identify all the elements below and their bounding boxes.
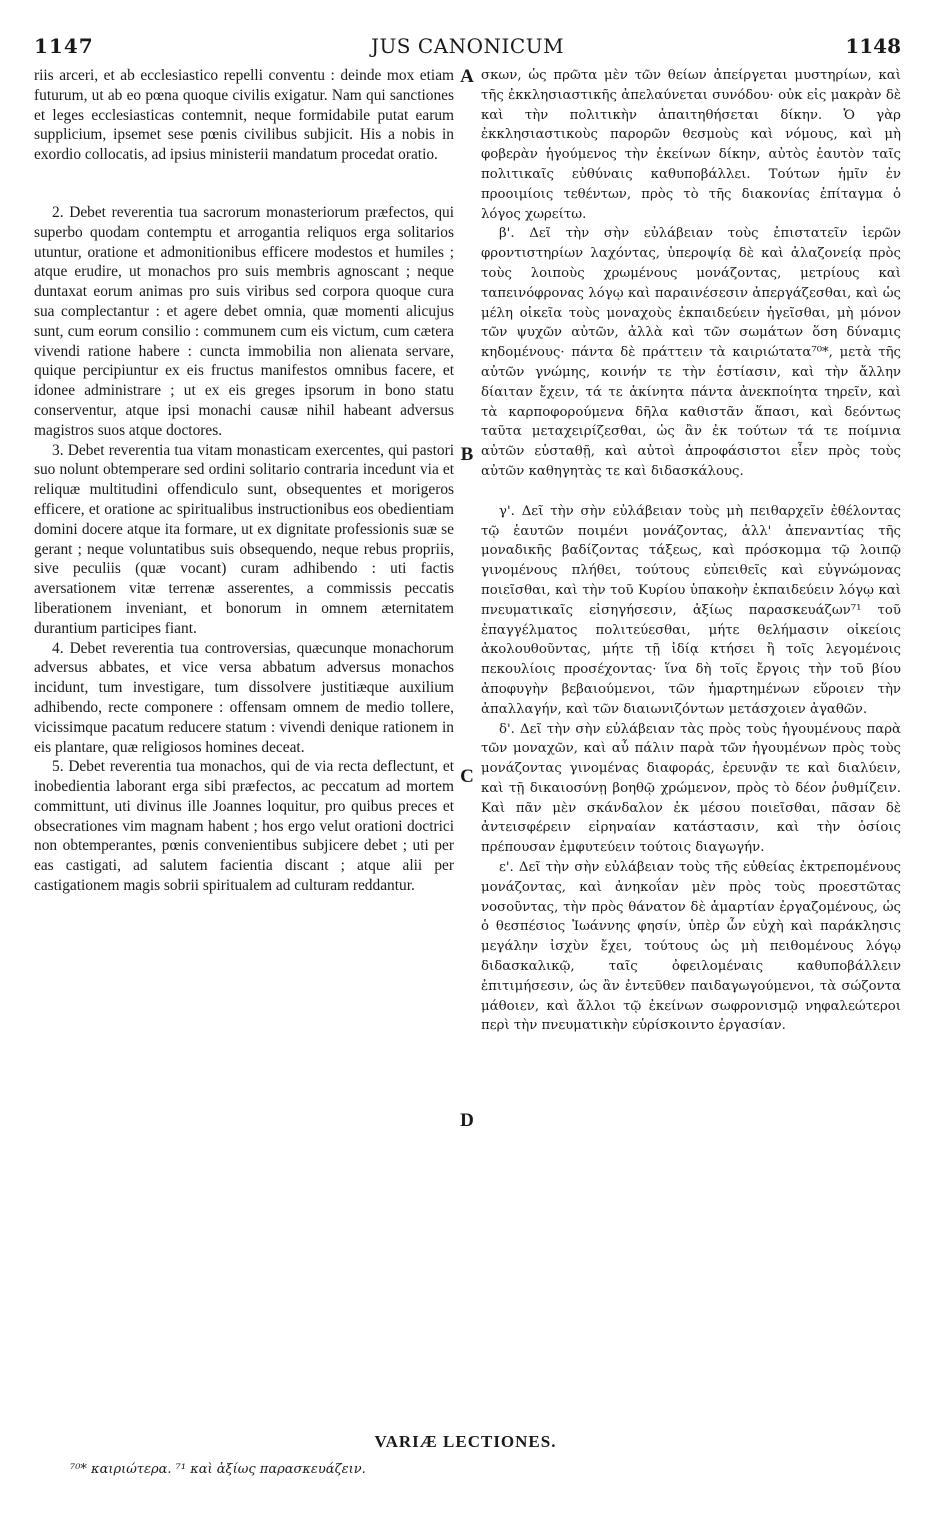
latin-paragraph-5: 5. Debet reverentia tua monachos, qui de via recta deflectunt, et inobedientia laborant erga sibi præfectos, ac peccatum ad mortem committunt, uti divinus ille Joannes loquitur, pro quibus preces et obsecrationes vim magnam habent ; hos ergo velut orationi doctrici non obtemperantes, pœnis convenientibus subjicere debet ; uti per eas castigati, ad salutem facientia discant ; atque alii per castigationem magis sobrii spiritualem ad culturam reddantur. [34,758,454,895]
variae-lectiones-title: VARIÆ LECTIONES. [374,1432,557,1451]
latin-paragraph-1: riis arceri, et ab ecclesiastico repelli conventu : deinde mox etiam futurum, ut ab eo pœna quoque civilis exigatur. Nam qui sanctiones et leges ecclesiasticas contemnit, neque formidabile putat earum supplicium, ipsemet sese pœnis civilibus subjicit. His a nobis in exordio collocatis, ad ipsius ministerii mandatum procedat oratio. [34,67,454,164]
greek-paragraph-5: ε'. Δεῖ τὴν σὴν εὐλάβειαν τοὺς τῆς εὐθείας ἐκτρεπομένους μονάζοντας, καὶ ἀνηκοΐαν μὲν πρὸς τοὺς προεστῶτας νοσοῦντας, τὴν πρὸς θάνατον δὲ ἁμαρτίαν ἐργαζομένους, ὡς ὁ θεσπέσιος Ἰωάννης φησίν, ὑπὲρ ὧν εὐχὴ καὶ παράκλησις μεγάλην ἰσχὺν ἔχει, τούτους ὡς μὴ πειθομένους λόγῳ διδασκαλικῷ, ταῖς ὀφειλομέναις καθυποβάλλειν ἐπιτιμήσεσιν, ὡς ἂν ἐντεῦθεν παιδαγωγούμενοι, τὰ σώζοντα μάθοιεν, καὶ ἄλλοι τῷ ἐκείνων σωφρονισμῷ νηφαλεώτεροι περὶ τὴν πνευματικὴν εὑρίσκοιντο ἐργασίαν. [481,860,901,1034]
left-page-number: 1147 [34,34,94,58]
margin-marker-c: C [460,766,474,787]
latin-paragraph-4: 4. Debet reverentia tua controversias, quæcunque monachorum adversus abbates, et vice versa abbatum adversus monachos incidunt, tum investigare, tum dissolvere justitiæque auxilium adhibendo, recte componere : offensam omnem de medio tollere, vicissimque pacatum reducere statum : vivendi denique rationem in eis plantare, quæ religiosos homines deceat. [34,639,454,756]
margin-marker-b: B [460,444,474,465]
right-page-number: 1148 [845,34,901,58]
page-header [34,34,901,64]
greek-paragraph-1: σκων, ὡς πρῶτα μὲν τῶν θείων ἀπείργεται μυστηρίων, καὶ τῆς ἐκκλησιαστικῆς ἀπελαύνεται συνόδου· οὐκ εἰς μακρὰν δὲ καὶ τὴν πολιτικὴν ἀπαιτηθήσεται δίκην. Ὁ γὰρ ἐκκλησιαστικοὺς παρορῶν θεσμοὺς καὶ νόμους, καὶ μὴ φοβερὰν ἡγούμενος τὴν ἐκείνων δίκην, αὐτὸς ἑαυτὸν ταῖς πολιτικαῖς εὐθύναις καθυποβάλλει. Τούτων ἡμῖν ἐν προοιμίοις τεθέντων, πρὸς τὸ τῆς διακονίας ἐπίταγμα ὁ λόγος χωρείτω. [481,68,901,222]
latin-column [34,66,454,896]
greek-paragraph-4: δ'. Δεῖ τὴν σὴν εὐλάβειαν τὰς πρὸς τοὺς ἡγουμένους παρὰ τῶν μοναχῶν, καὶ αὖ πάλιν παρὰ τῶν ἡγουμένων πρὸς τοὺς μονάζοντας γινομένας διαφοράς, ἐρευνᾷν τε καὶ διαλύειν, καὶ τῇ δικαιοσύνῃ βοηθῷ χρώμενον, πρὸς τὸ δέον ῥυθμίζειν. Καὶ πᾶν μὲν σκάνδαλον ἐκ μέσου ποιεῖσθαι, πᾶσαν δὲ ἀντεισφέρειν εἰρηναίαν κατάστασιν, καὶ τὴν ὁσίοις πρέπουσαν ἐμφυτεύειν τούτοις διαγωγήν. [481,721,901,856]
greek-column [481,66,901,1036]
latin-paragraph-3: 3. Debet reverentia tua vitam monasticam exercentes, qui pastori suo nolunt obtemperare sed ordini solitario contraria incedunt via et reliquæ multitudini offendiculo sunt, obsequentes et morigeros efficere, et oratione ac spiritualibus instructionibus eos obedientiam domini docere atque ita formare, ut ex dignitate professionis suæ se gerant ; neque voluntatibus suis obsequendo, neque rebus propriis, sive peculiis (quæ vocant) curam adhibendo : uti factis aversationem vitæ terrenæ asserentes, a commissis peccatis liberationem inveniant, et bonorum in omnem æternitatem durantium participes fiant. [34,441,454,637]
variae-lectiones-notes: ⁷⁰* καιριώτερα. ⁷¹ καὶ ἀξίως παρασκευάζειν. [70,1462,366,1477]
margin-marker-d: D [460,1110,474,1131]
margin-marker-a: A [460,66,474,87]
greek-paragraph-2: β'. Δεῖ τὴν σὴν εὐλάβειαν τοὺς ἐπιστατεῖν ἱερῶν φροντιστηρίων λαχόντας, ὑπεροψίᾳ δὲ καὶ ἀλαζονείᾳ πρὸς τοὺς λοιποὺς χρωμένους μονάζοντας, μετρίους καὶ ταπεινόφρονας λόγῳ καὶ παραινέσεσιν ἀπεργάζεσθαι, καὶ ὡς μέλη οἰκεῖα τοὺς μοναχοὺς ἐκπαιδεύειν ἡγεῖσθαι, μὴ μόνον τῶν ψυχῶν αὐτῶν, ἀλλὰ καὶ τῶν σωμάτων ὅση δύναμις κηδομένους· πάντα δὲ πράττειν τὰ καιριώτατα⁷⁰*, μετὰ τῆς αὐτῶν γνώμης, κοινήν τε τὴν ἑστίασιν, καὶ τὴν ἄλλην δίαιταν ἔχειν, τά τε ἀκίνητα πάντα ἀνεκποίητα τηρεῖν, καὶ τὰ καρποφορούμενα δῆλα καθιστᾶν ἅπασι, καὶ δεόντως ταῦτα μεταχειρίζεσθαι, ὡς ἂν ἐκ τούτων τά τε ποίμνια αὐτῶν εὐσταθῇ, καὶ αὐτοὶ ἀπροφάσιστοι εἶεν πρὸς τοὺς αὐτῶν καθηγητὰς τε καὶ διδασκάλους. [481,226,901,479]
running-title: JUS CANONICUM [370,34,565,58]
latin-paragraph-2: 2. Debet reverentia tua sacrorum monasteriorum præfectos, qui superbo quodam contemptu et arrogantia reliquos erga solitarios utuntur, oratione et admonitionibus efficere modestos et humiles ; atque erudire, ut monachos pro suis membris agnoscant ; neque duntaxat eorum animas pro suis viribus sed corpora quoque cura sua complectantur : et agere debet omnia, quæ momenti alicujus sunt, cum eorum consilio : communem cum eis victum, cum cætera vivendi ratione habere : cuncta immobilia non alienata servare, quique percipiuntur ex eis fructus manifestos omnibus facere, et idonee administrare ; ut ex eis greges ipsorum in bono statu conserventur, atque ipsi monachi causæ nihil habeant adversus magistros suos atque doctores. [34,203,454,439]
greek-paragraph-3: γ'. Δεῖ τὴν σὴν εὐλάβειαν τοὺς μὴ πειθαρχεῖν ἐθέλοντας τῷ ἑαυτῶν ποιμένι μονάζοντας, ἀλλ' ἀπεναντίας τῆς μοναδικῆς βαδίζοντας τάξεως, καὶ πρόσκομμα τῷ λοιπῷ γινομένους πλήθει, τούτους εὐπειθεῖς καὶ εὐγνώμονας ποιεῖσθαι, καὶ τὴν τοῦ Κυρίου ὑπακοὴν ἐκπαιδεύειν λόγῳ καὶ πνευματικαῖς εἰσηγήσεσιν, ἀξίως παρασκευάζων⁷¹ τοῦ ἐπαγγέλματος πολιτεύεσθαι, μήτε θελήμασιν οἰκείοις ἀκολουθοῦντας, μήτε τῇ ἰδίᾳ κτήσει ἢ τοῖς λεγομένοις πεκουλίοις προσέχοντας· ἵνα δὴ τοῖς ἔργοις τὴν τοῦ βίου ἀποφυγὴν βεβαιούμενοι, τῶν ἡμαρτημένων εὕροιεν τὴν ἀπαλλαγήν, καὶ τῶν διαιωνιζόντων μετάσχοιεν ἀγαθῶν. [481,503,901,717]
